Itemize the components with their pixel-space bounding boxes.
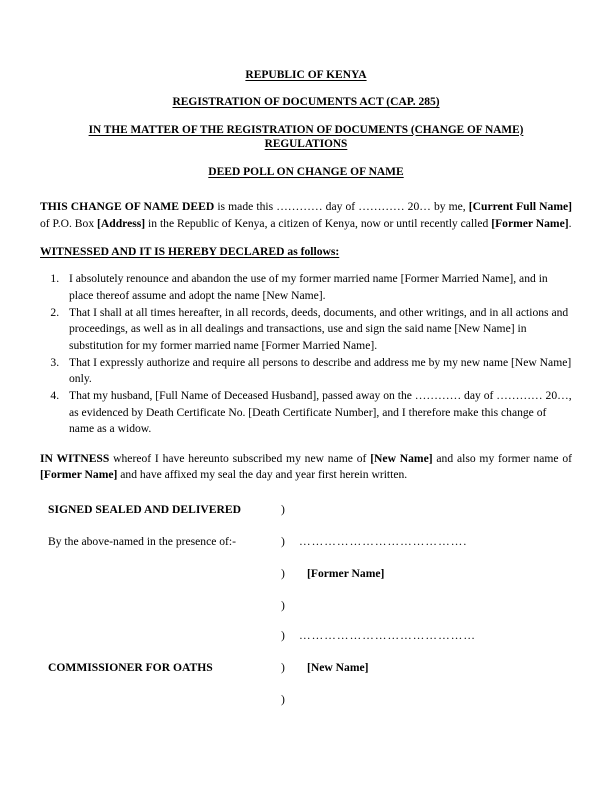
intro-text-4: . [568,216,572,230]
paren-marker: ) [281,503,285,517]
witness-text-2: and also my former name of [432,451,572,465]
intro-text-3: in the Republic of Kenya, a citizen of Kenya, now or until recently called [145,216,492,230]
intro-lead: THIS CHANGE OF NAME DEED [40,200,215,214]
intro-paragraph [40,199,572,232]
heading-matter-line2: REGULATIONS [264,137,348,150]
intro-address-placeholder: [Address] [97,216,146,230]
former-name-placeholder: [Former Name] [307,567,385,581]
signature-block [40,502,572,724]
declaration-item: 1. I absolutely renounce and abandon the use of my former married name [Former Married Name], and in place thereof assume and adopt the name [New Name]. [62,271,572,304]
paren-marker: ) [281,661,285,675]
heading-title-text: DEED POLL ON CHANGE OF NAME [208,165,404,178]
declaration-item: 2. That I shall at all times hereafter, in all records, deeds, documents, and other writings, and in all actions and proceedings, as well as in all dealings and transactions, use and sign the said name [New Name] in substitution for my former married name [Former Married Name]. [62,305,572,354]
witness-new-name-placeholder: [New Name] [370,451,433,465]
commissioner-for-oaths-label: COMMISSIONER FOR OATHS [48,661,213,675]
declaration-item: 4. That my husband, [Full Name of Deceased Husband], passed away on the ………… day of ………… 20…, as evidenced by Death Certificate No. [Death Certificate Number], and I therefore make this change of name as a widow. [62,388,572,437]
heading-act [40,95,572,109]
heading-title [40,165,572,179]
heading-matter [40,123,572,151]
paren-marker: ) [281,567,285,581]
signature-row [40,566,572,598]
declaration-item: 3. That I expressly authorize and require all persons to describe and address me by my new name [New Name] only. [62,355,572,388]
witness-paragraph [40,451,572,485]
witness-lead: IN WITNESS [40,451,110,465]
declarations-list [40,271,572,437]
witness-former-name-placeholder: [Former Name] [40,468,118,482]
signature-row [40,628,572,660]
signature-row [40,534,572,566]
declared-heading: WITNESSED AND IT IS HEREBY DECLARED as follows: [40,245,340,259]
heading-matter-line1: IN THE MATTER OF THE REGISTRATION OF DOCUMENTS (CHANGE OF NAME) [88,123,524,136]
intro-current-name-placeholder: [Current Full Name] [468,200,572,214]
witness-text-1: whereof I have hereunto subscribed my new name of [109,451,371,465]
intro-text-1: is made this ………… day of ………… 20… by me, [214,200,469,214]
heading-country-text: REPUBLIC OF KENYA [245,69,367,81]
signed-sealed-delivered-label: SIGNED SEALED AND DELIVERED [48,503,241,517]
document-content [40,68,572,724]
signature-line[interactable]: …………………………………. [299,535,468,549]
heading-country [40,68,572,82]
signature-row [40,502,572,534]
paren-marker: ) [281,693,285,707]
presence-of-label: By the above-named in the presence of:- [48,535,237,549]
signature-line[interactable]: …………………………………… [299,629,477,643]
paren-marker: ) [281,599,285,613]
paren-marker: ) [281,535,285,549]
signature-row [40,660,572,692]
intro-text-2: of P.O. Box [40,216,98,230]
paren-marker: ) [281,629,285,643]
new-name-placeholder: [New Name] [307,661,369,675]
witness-text-3: and have affixed my seal the day and year first herein written. [117,468,408,482]
signature-row [40,598,572,628]
heading-act-text: REGISTRATION OF DOCUMENTS ACT (CAP. 285) [172,96,440,109]
intro-former-name-placeholder: [Former Name] [491,216,569,230]
signature-row [40,692,572,724]
